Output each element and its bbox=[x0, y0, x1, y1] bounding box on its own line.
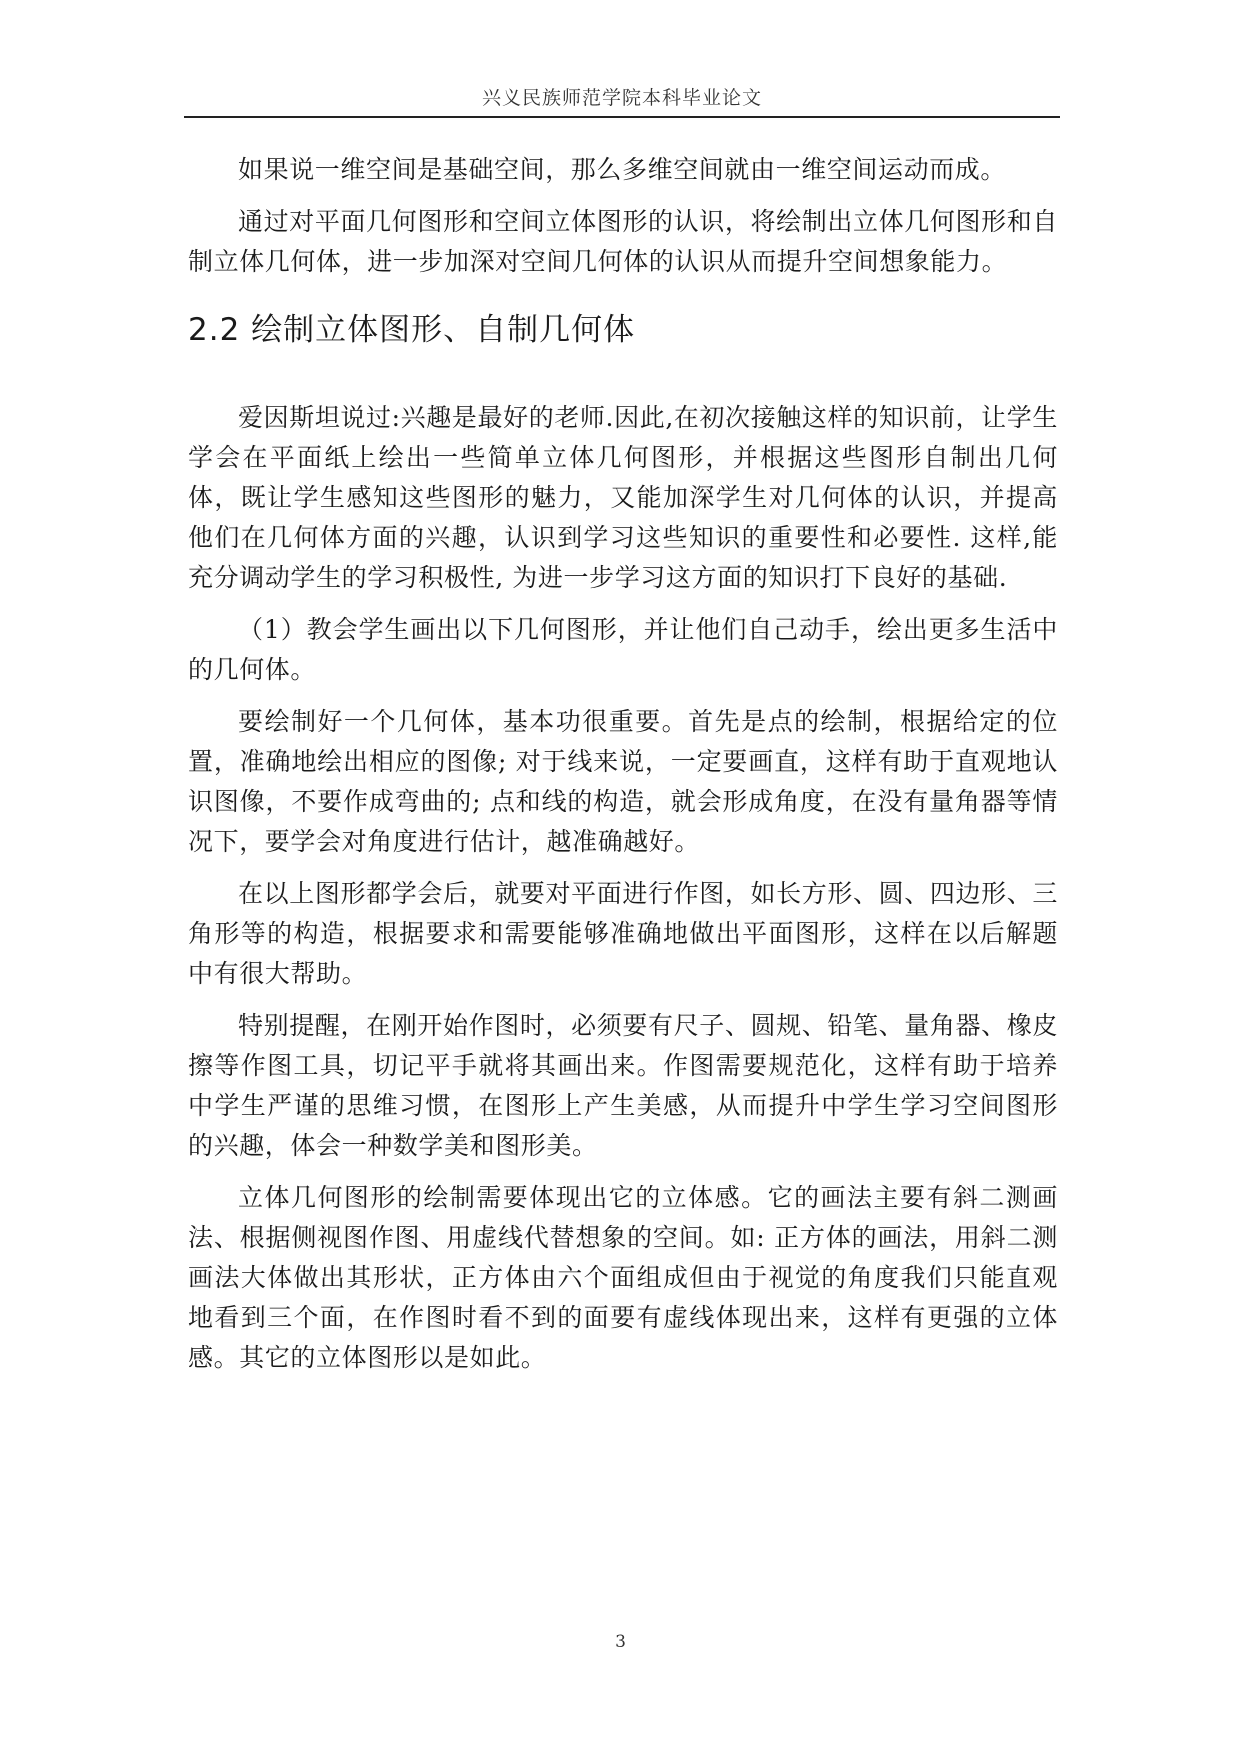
header-divider bbox=[184, 116, 1060, 118]
body-paragraph: 立体几何图形的绘制需要体现出它的立体感。它的画法主要有斜二测画法、根据侧视图作图、用虚线代替想象的空间。如: 正方体的画法，用斜二测画法大体做出其形状，正方体由六个面组成但由于视觉的角度我们只能直观地看到三个面，在作图时看不到的面要有虚线体现出来，这样有更强的立体感。其它的立体图形以是如此。 bbox=[188, 1183, 1058, 1372]
body-paragraph: （1）教会学生画出以下几何图形，并让他们自己动手，绘出更多生活中的几何体。 bbox=[188, 615, 1058, 684]
body-paragraph: 如果说一维空间是基础空间，那么多维空间就由一维空间运动而成。 bbox=[238, 155, 1007, 184]
body-paragraph: 要绘制好一个几何体，基本功很重要。首先是点的绘制，根据给定的位置，准确地绘出相应的图像; 对于线来说，一定要画直，这样有助于直观地认识图像，不要作成弯曲的; 点和线的构造，就会形成角度，在没有量角器等情况下，要学会对角度进行估计，越准确越好。 bbox=[188, 707, 1058, 856]
page-body bbox=[188, 150, 1058, 1390]
body-paragraph: 特别提醒，在刚开始作图时，必须要有尺子、圆规、铅笔、量角器、橡皮擦等作图工具，切记平手就将其画出来。作图需要规范化，这样有助于培养中学生严谨的思维习惯，在图形上产生美感，从而提升中学生学习空间图形的兴趣，体会一种数学美和图形美。 bbox=[188, 1011, 1058, 1160]
body-paragraph: 爱因斯坦说过:兴趣是最好的老师.因此,在初次接触这样的知识前，让学生学会在平面纸上绘出一些简单立体几何图形，并根据这些图形自制出几何体，既让学生感知这些图形的魅力，又能加深学生对几何体的认识，并提高他们在几何体方面的兴趣，认识到学习这些知识的重要性和必要性. 这样,能充分调动学生的学习积极性, 为进一步学习这方面的知识打下良好的基础. bbox=[188, 403, 1058, 592]
page-number: 3 bbox=[615, 1632, 626, 1652]
section-heading: 2.2 绘制立体图形、自制几何体 bbox=[188, 312, 636, 348]
body-paragraph: 在以上图形都学会后，就要对平面进行作图，如长方形、圆、四边形、三角形等的构造，根据要求和需要能够准确地做出平面图形，这样在以后解题中有很大帮助。 bbox=[188, 879, 1058, 988]
body-paragraph: 通过对平面几何图形和空间立体图形的认识，将绘制出立体几何图形和自制立体几何体，进一步加深对空间几何体的认识从而提升空间想象能力。 bbox=[188, 207, 1058, 276]
page-header: 兴义民族师范学院本科毕业论文 bbox=[481, 87, 762, 109]
